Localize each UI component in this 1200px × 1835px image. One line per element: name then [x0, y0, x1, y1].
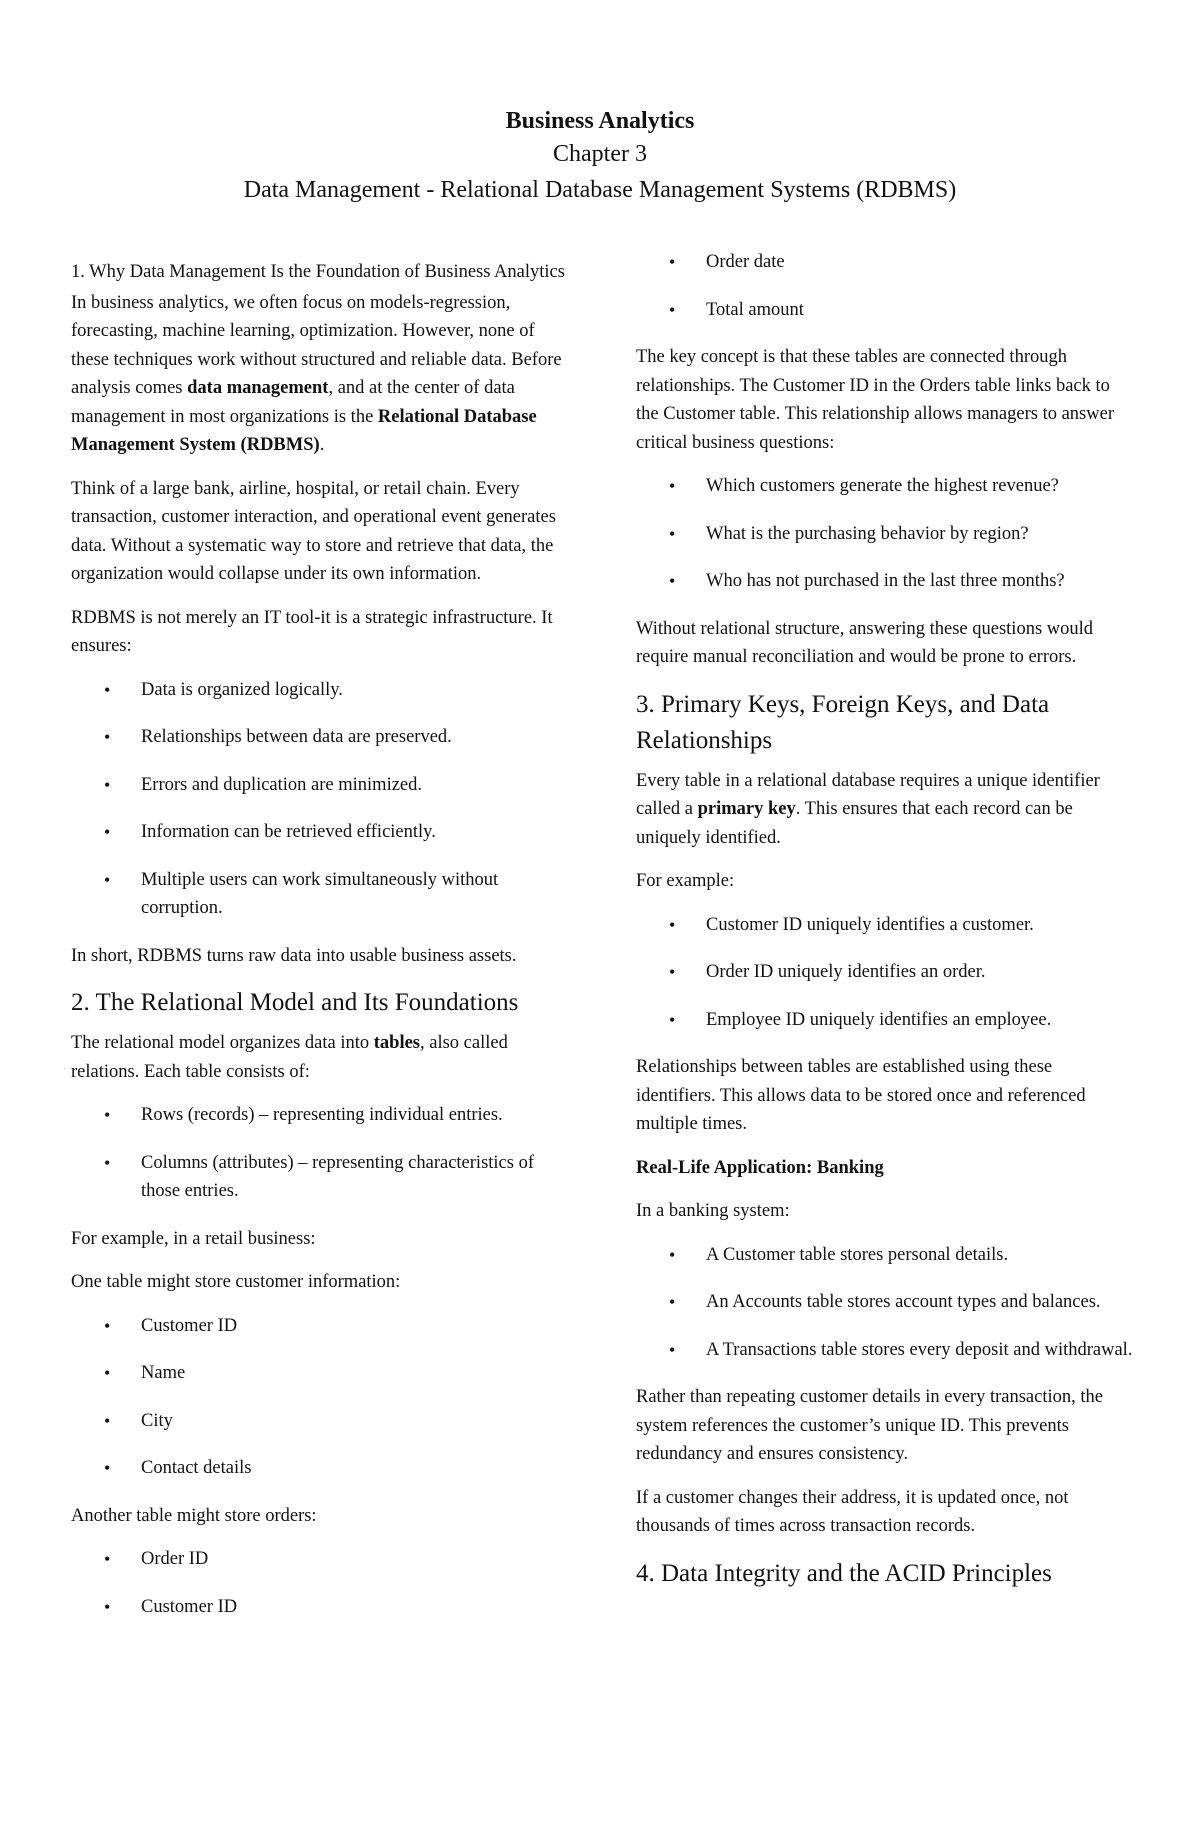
- list-item: • Relationships between data are preserved.: [104, 727, 452, 747]
- section-1-paragraph-3: RDBMS is not merely an IT tool-it is a strategic infrastructure. It ensures:: [71, 607, 553, 656]
- chapter-label: Chapter 3: [553, 141, 647, 167]
- without-structure-paragraph: Without relational structure, answering these questions would require manual reconciliation and would be prone to errors.: [636, 618, 1094, 667]
- list-item: • Information can be retrieved efficiently.: [104, 822, 436, 842]
- section-3-heading: 3. Primary Keys, Foreign Keys, and Data Relationships: [636, 690, 1050, 754]
- right-column: [636, 248, 1136, 1600]
- document-header: [0, 106, 1200, 208]
- section-3-paragraph-1: Every table in a relational database requires a unique identifier called a primary key. This ensures that each record can be uniquely identified.: [636, 770, 1100, 848]
- list-item: • Which customers generate the highest revenue?: [669, 476, 1059, 496]
- table-structure-list: [71, 1101, 571, 1206]
- list-item: • Contact details: [104, 1458, 252, 1478]
- list-item: • A Transactions table stores every deposit and withdrawal.: [669, 1339, 1133, 1360]
- list-item: • An Accounts table stores account types and balances.: [669, 1292, 1101, 1312]
- list-item: • Name: [104, 1363, 186, 1383]
- list-item: • Customer ID: [104, 1315, 238, 1336]
- list-item: • Total amount: [669, 299, 804, 320]
- document-title: Business Analytics: [505, 108, 695, 134]
- section-3-paragraph-2: For example:: [636, 871, 735, 891]
- list-item: • Columns (attributes) – representing characteristics of those entries.: [104, 1152, 534, 1201]
- banking-tables-list: [636, 1241, 1136, 1365]
- left-column: [71, 258, 571, 1640]
- list-item: • Order ID uniquely identifies an order.: [669, 962, 986, 982]
- chapter-subtitle: Data Management - Relational Database Management Systems (RDBMS): [243, 177, 957, 203]
- list-item: • What is the purchasing behavior by region?: [669, 523, 1029, 544]
- section-2-heading: 2. The Relational Model and Its Foundations: [71, 989, 519, 1016]
- order-fields-list-continued: [636, 248, 1136, 324]
- order-fields-list: [71, 1545, 571, 1621]
- primary-key-examples-list: [636, 911, 1136, 1035]
- list-item: • Customer ID uniquely identifies a customer.: [669, 914, 1034, 935]
- business-questions-list: [636, 472, 1136, 596]
- list-item: • City: [104, 1410, 173, 1431]
- customer-fields-list: [71, 1312, 571, 1483]
- list-item: • Who has not purchased in the last three months?: [669, 571, 1065, 591]
- section-3-paragraph-4: In a banking system:: [636, 1201, 790, 1221]
- list-item: • Errors and duplication are minimized.: [104, 774, 423, 795]
- section-3-paragraph-5: Rather than repeating customer details in every transaction, the system references the customer’s unique ID. This prevents redundancy and ensures consistency.: [636, 1387, 1103, 1464]
- list-item: • Multiple users can work simultaneously without corruption.: [104, 869, 499, 918]
- list-item: • Employee ID uniquely identifies an employee.: [669, 1009, 1052, 1030]
- list-item: • Order date: [669, 252, 785, 272]
- section-2-paragraph-2: For example, in a retail business:: [71, 1228, 316, 1249]
- section-3-paragraph-6: If a customer changes their address, it is updated once, not thousands of times across transaction records.: [636, 1487, 1069, 1536]
- section-3-paragraph-3: Relationships between tables are established using these identifiers. This allows data to be stored once and referenced multiple times.: [636, 1057, 1086, 1134]
- section-4-heading: 4. Data Integrity and the ACID Principles: [636, 1559, 1052, 1587]
- rdbms-benefits-list: [71, 676, 571, 923]
- section-1-heading: 1. Why Data Management Is the Foundation of Business Analytics: [71, 262, 565, 282]
- application-heading: Real-Life Application: Banking: [636, 1157, 884, 1178]
- list-item: • A Customer table stores personal details.: [669, 1244, 1009, 1265]
- section-2-paragraph-4: Another table might store orders:: [71, 1505, 317, 1526]
- list-item: • Order ID: [104, 1549, 209, 1569]
- list-item: • Data is organized logically.: [104, 679, 343, 700]
- section-1-paragraph-1: In business analytics, we often focus on models-regression, forecasting, machine learning, optimization. However, none of these techniques work without structured and reliable data. Before analysis comes data management, and at the center of data management in most organizations is the Relational Database Management System (RDBMS).: [71, 292, 562, 455]
- section-2-paragraph-1: The relational model organizes data into tables, also called relations. Each table consists of:: [71, 1033, 508, 1082]
- list-item: • Rows (records) – representing individual entries.: [104, 1105, 503, 1125]
- section-1-paragraph-2: Think of a large bank, airline, hospital, or retail chain. Every transaction, customer interaction, and operational event generates data. Without a systematic way to store and retrieve that data, the organization would collapse under its own information.: [71, 478, 556, 584]
- list-item: • Customer ID: [104, 1596, 238, 1617]
- relationships-paragraph: The key concept is that these tables are connected through relationships. The Customer ID in the Orders table links back to the Customer table. This relationship allows managers to answer critical business questions:: [636, 347, 1114, 453]
- section-2-paragraph-3: One table might store customer information:: [71, 1272, 401, 1292]
- section-1-paragraph-4: In short, RDBMS turns raw data into usable business assets.: [71, 945, 517, 966]
